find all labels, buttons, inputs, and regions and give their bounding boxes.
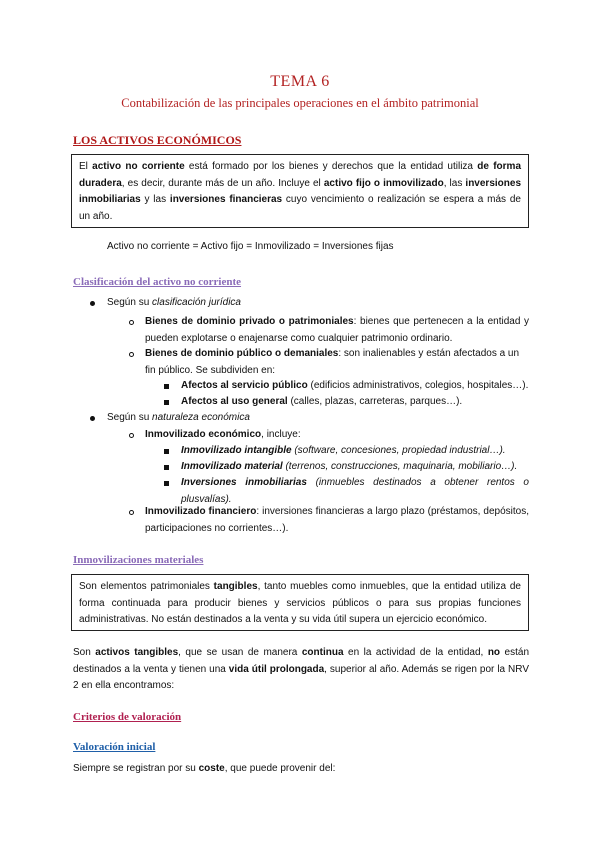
list-item-economica: Según su naturaleza económica (107, 412, 250, 423)
circle-bullet-icon (129, 433, 134, 438)
paragraph-activos-tangibles: Son activos tangibles, que se usan de manera continua en la actividad de la entidad, no están destinados a la venta y tienen una vida útil prolongada, superior al año. Además se rigen por la NRV 2 en ella encontramos: (73, 647, 529, 691)
list-item-material: Inmovilizado material (terrenos, construcciones, maquinaria, mobiliario…). (181, 461, 518, 472)
square-bullet-icon (164, 481, 169, 486)
bullet-icon (90, 416, 95, 421)
square-bullet-icon (164, 449, 169, 454)
list-item-intangible: Inmovilizado intangible (software, concesiones, propiedad industrial…). (181, 445, 506, 456)
square-bullet-icon (164, 400, 169, 405)
list-item-dominio-privado: Bienes de dominio privado o patrimoniales: bienes que pertenecen a la entidad y pueden explotarse o enajenarse como cualquier patrimonio ordinario. (145, 316, 529, 344)
heading-valoracion-inicial: Valoración inicial (73, 741, 156, 753)
circle-bullet-icon (129, 320, 134, 325)
list-item-inmovilizado-economico: Inmovilizado económico, incluye: (145, 429, 301, 440)
paragraph-coste: Siempre se registran por su coste, que puede provenir del: (73, 763, 336, 774)
definition-box-activo-no-corriente: El activo no corriente está formado por los bienes y derechos que la entidad utiliza de forma duradera, es decir, durante más de un año. Incluye el activo fijo o inmovilizado, las inversiones inmobiliarias y las inversiones financieras cuyo vencimiento o realización se espera a más de un año. (71, 154, 529, 228)
circle-bullet-icon (129, 352, 134, 357)
page-subtitle: Contabilización de las principales operaciones en el ámbito patrimonial (121, 96, 479, 110)
square-bullet-icon (164, 465, 169, 470)
bullet-icon (90, 301, 95, 306)
list-item-afectos-servicio: Afectos al servicio público (edificios administrativos, colegios, hospitales…). (181, 380, 529, 391)
page-title: TEMA 6 (270, 73, 330, 90)
list-item-afectos-uso: Afectos al uso general (calles, plazas, carreteras, parques…). (181, 396, 463, 407)
list-item-inversiones-inmobiliarias: Inversiones inmobiliarias (inmuebles destinados a obtener rentos o plusvalías). (181, 477, 529, 505)
heading-clasificacion: Clasificación del activo no corriente (73, 276, 242, 288)
square-bullet-icon (164, 384, 169, 389)
section-heading-activos: LOS ACTIVOS ECONÓMICOS (73, 133, 242, 147)
heading-criterios-valoracion: Criterios de valoración (73, 711, 182, 723)
circle-bullet-icon (129, 510, 134, 515)
list-item-dominio-publico: Bienes de dominio público o demaniales: son inalienables y están afectados a un fin público. Se subdividen en: (145, 348, 520, 376)
equation-line: Activo no corriente = Activo fijo = Inmovilizado = Inversiones fijas (107, 241, 394, 252)
list-item-juridica: Según su clasificación jurídica (107, 297, 241, 308)
list-item-inmovilizado-financiero: Inmovilizado financiero: inversiones financieras a largo plazo (préstamos, depósitos, participaciones no corrientes…). (145, 506, 530, 534)
heading-inmovilizaciones-materiales: Inmovilizaciones materiales (73, 554, 204, 566)
definition-box-materiales: Son elementos patrimoniales tangibles, tanto muebles como inmuebles, que la entidad utiliza de forma continuada para producir bienes y servicios públicos o para sus propias funciones administrativas. No están destinados a la venta y su vida útil supera un ejercicio económico. (71, 574, 529, 631)
